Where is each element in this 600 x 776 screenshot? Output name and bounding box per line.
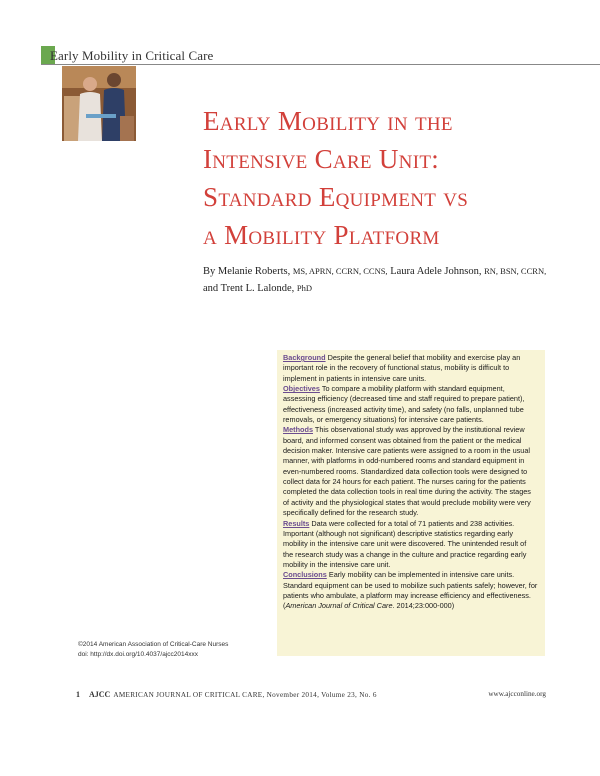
abstract-text: This observational study was approved by the institutional review board, and informed consent was obtained from the patient or the medical decision maker. Intensive care patients were assigned to a room in the usual manner, with platforms in odd-numbered rooms and standard equipment in even-numbered rooms. Standardized data collection tools were designed to collect data for 24 hours for each patient. The nurses caring for the patients completed the data collection tools in real time during the activity. The stages of activity and the physiological states that would preclude mobility were very specifically defined for the research study. xyxy=(283,425,531,518)
page-footer xyxy=(76,690,546,702)
abstract-text: Early mobility can be implemented in intensive care units. Standard equipment can be used to mobilize such patients safely; however, for patients who ambulate, a platform may increase efficiency and effectiveness. ( xyxy=(283,570,538,611)
author-credentials: MS, APRN, CCRN, CCNS, xyxy=(292,266,388,276)
journal-citation: AMERICAN JOURNAL OF CRITICAL CARE, November 2014, Volume 23, No. 6 xyxy=(113,691,377,699)
doi-line: doi: http://dx.doi.org/10.4037/ajcc2014xxx xyxy=(78,651,198,658)
citation-tail: . 2014;23:000-000) xyxy=(392,601,455,611)
author-credentials: RN, BSN, CCRN, xyxy=(484,266,547,276)
abstract-heading-background[interactable]: Background xyxy=(283,353,326,362)
abstract-text: Despite the general belief that mobility and exercise play an important role in the recovery of functional status, mobility is difficult to implement in patients in intensive care units. xyxy=(283,353,521,383)
abstract-text: Data were collected for a total of 71 patients and 238 activities. Important (although not significant) descriptive statistics regarding early mobility in the intensive care unit were discovered. The unintended result of the research study was a change in the culture and practice regarding early mobility in the intensive care unit. xyxy=(283,518,527,569)
title-line: Standard Equipment vs xyxy=(203,182,469,212)
author-credentials: PhD xyxy=(296,283,313,293)
footer-website-link[interactable]: www.ajcconline.org xyxy=(488,690,546,698)
running-header: Early Mobility in Critical Care xyxy=(50,48,214,63)
title-line: a Mobility Platform xyxy=(203,220,440,250)
author-name: Laura Adele Johnson, xyxy=(390,266,482,277)
footer-journal xyxy=(89,690,377,699)
journal-logo: AJCC xyxy=(89,690,111,699)
article-photo xyxy=(62,66,136,141)
abstract-text: To compare a mobility platform with standard equipment, assessing efficiency (decreased time and staff required to prepare patient), effectiveness (increased activity time), and safety (no falls, unplanned tube removals, or emergency situations) for intensive care patients. xyxy=(283,384,525,425)
header-rule xyxy=(41,64,600,65)
author-name: Melanie Roberts, xyxy=(217,266,291,277)
abstract-heading-results[interactable]: Results xyxy=(283,518,310,528)
abstract-heading-methods[interactable]: Methods xyxy=(283,425,313,435)
photo-illustration xyxy=(62,66,136,141)
article-title xyxy=(203,102,593,254)
author-byline xyxy=(203,263,563,297)
author-name: and Trent L. Lalonde, xyxy=(203,283,295,294)
abstract-heading-objectives[interactable]: Objectives xyxy=(283,384,320,394)
page-number: 1 xyxy=(76,690,80,699)
abstract-box xyxy=(277,350,545,656)
copyright-line: ©2014 American Association of Critical-Care Nurses xyxy=(78,641,229,648)
abstract-heading-conclusions[interactable]: Conclusions xyxy=(283,570,327,580)
byline-prefix: By xyxy=(203,266,216,277)
title-line: Intensive Care Unit: xyxy=(203,144,440,174)
copyright-notice xyxy=(78,640,228,660)
title-line: Early Mobility in the xyxy=(203,106,453,136)
citation-journal: American Journal of Critical Care xyxy=(285,601,393,611)
